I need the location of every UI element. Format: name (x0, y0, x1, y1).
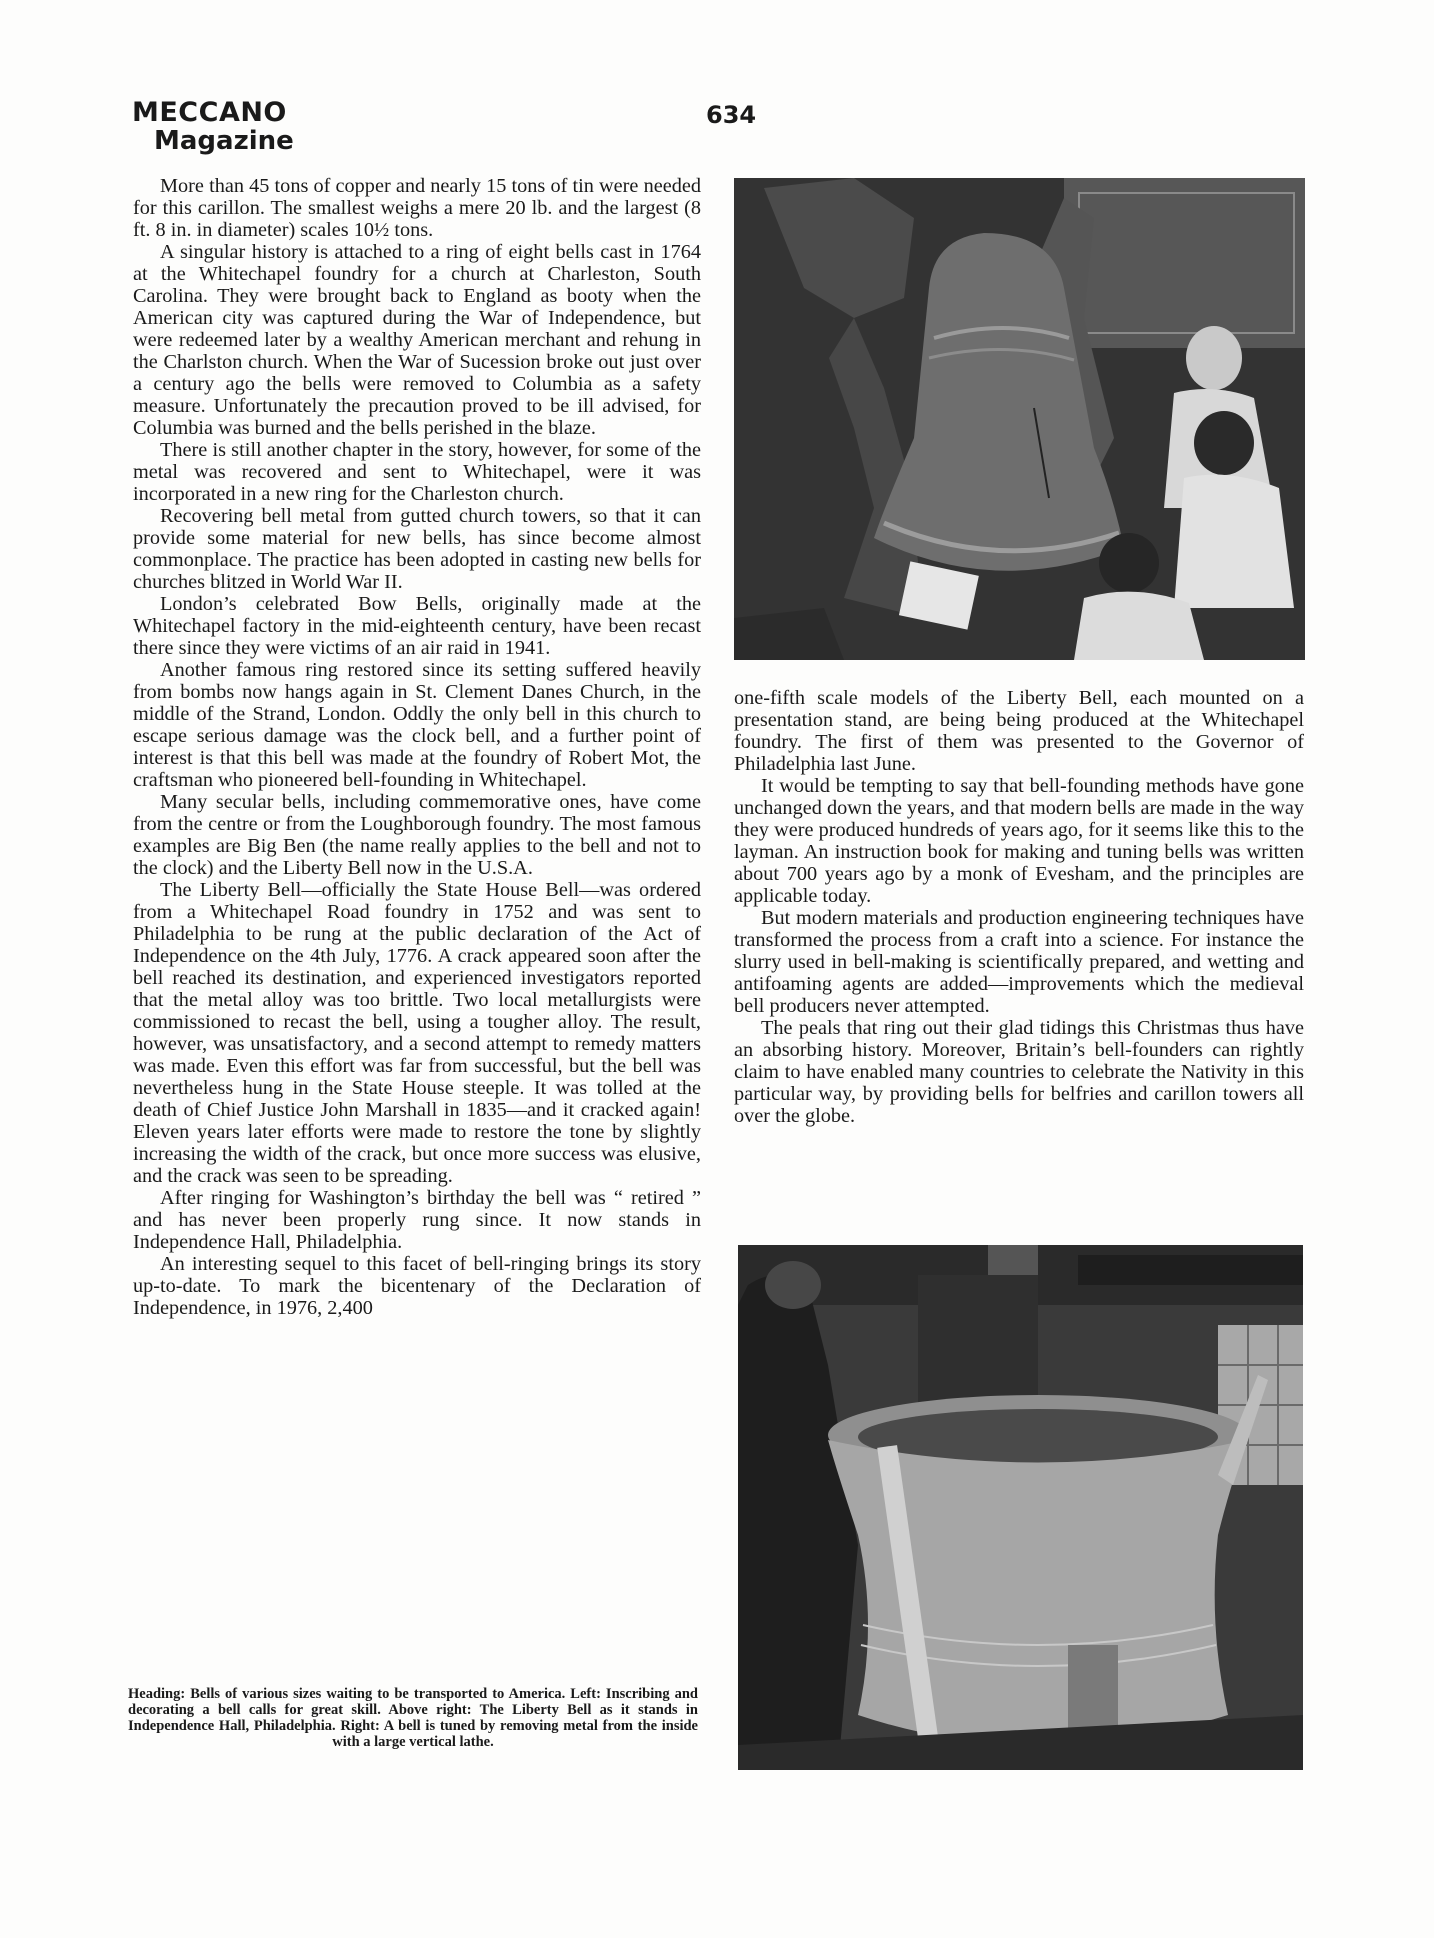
paragraph: It would be tempting to say that bell-founding methods have gone unchanged down the years, and that modern bells are made in the way they were produced hundreds of years ago, for it seems like this to the layman. An instruction book for making and tuning bells was written about 700 years ago by a monk of Evesham, and the principles are applicable today. (734, 775, 1304, 907)
liberty-bell-photo (734, 178, 1305, 660)
masthead-title: MECCANO (132, 97, 287, 128)
paragraph-continuation: one-fifth scale models of the Liberty Bell, each mounted on a presentation stand, are being being produced at the Whitechapel foundry. The first of them was presented to the Governor of Philadelphia last June. (734, 687, 1304, 775)
masthead (132, 98, 294, 156)
paragraph: But modern materials and production engineering techniques have transformed the process from a craft into a science. For instance the slurry used in bell-making is scientifically prepared, and wetting and antifoaming agents are added—improvements which the medieval bell producers never attempted. (734, 907, 1304, 1017)
paragraph: Recovering bell metal from gutted church towers, so that it can provide some material for new bells, has since become almost commonplace. The practice has been adopted in casting new bells for churches blitzed in World War II. (133, 505, 701, 593)
paragraph: There is still another chapter in the story, however, for some of the metal was recovered and sent to Whitechapel, were it was incorporated in a new ring for the Charleston church. (133, 439, 701, 505)
left-text-column (133, 175, 701, 1319)
paragraph: Many secular bells, including commemorative ones, have come from the centre or from the Loughborough foundry. The most famous examples are Big Ben (the name really applies to the bell and not to the clock) and the Liberty Bell now in the U.S.A. (133, 791, 701, 879)
paragraph: The peals that ring out their glad tidings this Christmas thus have an absorbing history. Moreover, Britain’s bell-founders can rightly claim to have enabled many countries to celebrate the Nativity in this particular way, by providing bells for belfries and carillon towers all over the globe. (734, 1017, 1304, 1127)
paragraph: More than 45 tons of copper and nearly 15 tons of tin were needed for this carillon. The smallest weighs a mere 20 lb. and the largest (8 ft. 8 in. in diameter) scales 10½ tons. (133, 175, 701, 241)
paragraph: An interesting sequel to this facet of bell-ringing brings its story up-to-date. To mark the bicentenary of the Declaration of Independence, in 1976, 2,400 (133, 1253, 701, 1319)
bell-lathe-illustration (738, 1245, 1303, 1770)
paragraph: After ringing for Washington’s birthday the bell was “ retired ” and has never been properly rung since. It now stands in Independence Hall, Philadelphia. (133, 1187, 701, 1253)
right-text-column (734, 687, 1304, 1127)
liberty-bell-illustration (734, 178, 1305, 660)
photo-caption: Heading: Bells of various sizes waiting to be transported to America. Left: Inscribing and decorating a bell calls for great skill. Above right: The Liberty Bell as it stands in Independence Hall, Philadelphia. Right: A bell is tuned by removing metal from the inside with a large vertical lathe. (128, 1686, 698, 1750)
paragraph: London’s celebrated Bow Bells, originally made at the Whitechapel factory in the mid-eighteenth century, have been recast there since they were victims of an air raid in 1941. (133, 593, 701, 659)
masthead-subtitle: Magazine (154, 126, 294, 156)
paragraph: Another famous ring restored since its setting suffered heavily from bombs now hangs again in St. Clement Danes Church, in the middle of the Strand, London. Oddly the only bell in this church to escape serious damage was the clock bell, and a further point of interest is that this bell was made at the foundry of Robert Mot, the craftsman who pioneered bell-founding in Whitechapel. (133, 659, 701, 791)
page-number: 634 (706, 101, 757, 129)
bell-lathe-photo (738, 1245, 1303, 1770)
paragraph: The Liberty Bell—officially the State House Bell—was ordered from a Whitechapel Road foundry in 1752 and was sent to Philadelphia to be rung at the public declaration of the Act of Independence on the 4th July, 1776. A crack appeared soon after the bell reached its destination, and experienced investigators reported that the metal alloy was too brittle. Two local metallurgists were commissioned to recast the bell, using a tougher alloy. The result, however, was unsatisfactory, and a second attempt to remedy matters was made. Even this effort was far from successful, but the bell was nevertheless hung in the State House steeple. It was tolled at the death of Chief Justice John Marshall in 1835—and it cracked again! Eleven years later efforts were made to restore the tone by slightly increasing the width of the crack, but once more success was elusive, and the crack was seen to be spreading. (133, 879, 701, 1187)
paragraph: A singular history is attached to a ring of eight bells cast in 1764 at the Whitechapel foundry for a church at Charleston, South Carolina. They were brought back to England as booty when the American city was captured during the War of Independence, but were redeemed later by a wealthy American merchant and rehung in the Charlston church. When the War of Sucession broke out just over a century ago the bells were removed to Columbia as a safety measure. Unfortunately the precaution proved to be ill advised, for Columbia was burned and the bells perished in the blaze. (133, 241, 701, 439)
